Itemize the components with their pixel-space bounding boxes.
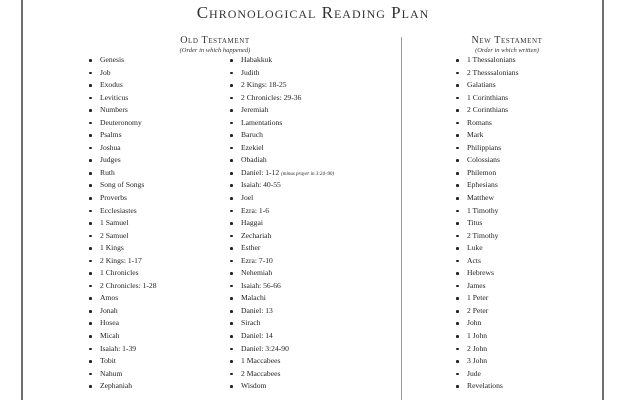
book-name: Galatians (467, 80, 496, 90)
book-name: Sirach (241, 318, 261, 328)
book-name: Joshua (100, 142, 121, 152)
book-item (230, 242, 334, 255)
book-name: 1 Kings (100, 243, 124, 253)
book-item (456, 305, 519, 318)
book-item (456, 330, 519, 343)
book-note: (minus prayer in 3:24–90) (281, 171, 335, 177)
book-name: Nahum (100, 368, 123, 378)
book-item (89, 179, 157, 192)
book-name: Luke (467, 243, 483, 253)
book-item (230, 142, 334, 155)
book-name: Obadiah (241, 155, 267, 165)
book-name: 2 Peter (467, 305, 489, 315)
book-name: Job (100, 67, 111, 77)
book-name: 2 Kings: 18-25 (241, 80, 287, 90)
book-name: Zechariah (241, 230, 272, 240)
book-item (456, 267, 519, 280)
book-item (456, 92, 519, 105)
book-item (230, 67, 334, 80)
book-item (230, 179, 334, 192)
book-item (230, 54, 334, 67)
book-name: 1 Maccabees (241, 356, 281, 366)
book-name: Judges (100, 155, 121, 165)
book-item (89, 305, 157, 318)
book-name: Daniel: 13 (241, 305, 273, 315)
book-item (456, 54, 519, 67)
book-item (89, 129, 157, 142)
book-item (456, 104, 519, 117)
book-name: Ecclesiastes (100, 205, 137, 215)
book-name: Exodus (100, 80, 123, 90)
book-item (230, 129, 334, 142)
book-item (456, 317, 519, 330)
book-item (456, 129, 519, 142)
book-name: Lamentations (241, 117, 283, 127)
book-name: Isaiah: 1-39 (100, 343, 137, 353)
book-name: Daniel: 14 (241, 331, 273, 341)
book-name: Romans (467, 117, 492, 127)
book-name: Leviticus (100, 92, 129, 102)
book-item (230, 79, 334, 92)
page-title: Chronological Reading Plan (196, 3, 430, 22)
book-name: Ezekiel (241, 142, 264, 152)
new-testament-heading: New Testament (471, 35, 543, 46)
book-name: Song of Songs (100, 180, 145, 190)
book-item (89, 230, 157, 243)
book-name: Jonah (100, 305, 118, 315)
book-name: 1 Chronicles (100, 268, 139, 278)
book-item (89, 67, 157, 80)
book-item (456, 117, 519, 130)
book-item (456, 242, 519, 255)
book-item (89, 355, 157, 368)
book-item (89, 217, 157, 230)
book-item (89, 154, 157, 167)
book-name: 2 Chronicles: 29-36 (241, 92, 302, 102)
book-item (456, 79, 519, 92)
book-item (230, 192, 334, 205)
book-name: Isaiah: 56-66 (241, 280, 281, 290)
book-name: 1 Corinthians (467, 92, 509, 102)
book-item (230, 104, 334, 117)
book-name: Philippians (467, 142, 502, 152)
book-item (89, 343, 157, 356)
book-item (230, 117, 334, 130)
book-item (89, 317, 157, 330)
book-item (230, 380, 334, 393)
book-name: Matthew (467, 193, 494, 203)
book-item (89, 330, 157, 343)
book-item (89, 142, 157, 155)
book-item (456, 368, 519, 381)
book-item (230, 154, 334, 167)
book-name: Judith (241, 67, 260, 77)
book-name: Esther (241, 243, 261, 253)
book-item (89, 368, 157, 381)
book-item (89, 92, 157, 105)
book-item (456, 380, 519, 393)
book-name: 2 Maccabees (241, 368, 281, 378)
book-name: Hosea (100, 318, 119, 328)
book-name: Haggai (241, 218, 263, 228)
book-item (230, 92, 334, 105)
book-name: Mark (467, 130, 484, 140)
book-name: Malachi (241, 293, 266, 303)
book-item (230, 255, 334, 268)
column-divider (401, 37, 402, 400)
book-item (89, 267, 157, 280)
book-name: Numbers (100, 105, 128, 115)
book-item (230, 305, 334, 318)
book-name: Genesis (100, 55, 125, 64)
new-testament-subheading: (Order in which written) (475, 47, 539, 54)
book-name: Baruch (241, 130, 263, 140)
book-name: Daniel: 1-12 (241, 167, 280, 177)
book-item (89, 292, 157, 305)
book-name: Daniel: 3:24-90 (241, 343, 289, 353)
book-name: 2 Thesssalonians (467, 67, 519, 77)
book-name: 1 Samuel (100, 218, 129, 228)
book-item (230, 267, 334, 280)
book-item (456, 154, 519, 167)
book-item (230, 330, 334, 343)
book-name: Philemon (467, 167, 497, 177)
new-testament-column (456, 54, 519, 393)
book-item (230, 292, 334, 305)
book-name: Nehemiah (241, 268, 273, 278)
book-item (456, 355, 519, 368)
new-testament-header (432, 36, 582, 56)
book-name: Hebrews (467, 268, 494, 278)
book-item (456, 292, 519, 305)
book-name: Proverbs (100, 193, 127, 203)
book-item (89, 54, 157, 67)
book-name: Ezra: 1-6 (241, 205, 270, 215)
old-testament-heading: Old Testament (180, 35, 250, 46)
book-name: 2 John (467, 343, 488, 353)
book-item (230, 343, 334, 356)
book-name: 1 Peter (467, 293, 489, 303)
book-item (456, 67, 519, 80)
book-item (456, 179, 519, 192)
book-item (230, 368, 334, 381)
book-item (89, 205, 157, 218)
book-item (230, 205, 334, 218)
book-name: Ruth (100, 167, 115, 177)
book-name: James (467, 280, 486, 290)
book-name: 3 John (467, 356, 488, 366)
book-item (230, 167, 334, 180)
book-item (456, 192, 519, 205)
book-item (89, 167, 157, 180)
book-name: Titus (467, 218, 483, 228)
book-item (456, 217, 519, 230)
book-item (89, 79, 157, 92)
old-testament-header (120, 36, 310, 56)
old-testament-column-1 (89, 54, 157, 393)
book-name: Wisdom (241, 381, 267, 391)
book-name: Amos (100, 293, 119, 303)
book-item (456, 230, 519, 243)
book-name: Tobit (100, 356, 116, 366)
book-name: Acts (467, 255, 481, 265)
book-name: Jude (467, 368, 481, 378)
book-name: John (467, 318, 482, 328)
book-name: Ezra: 7-10 (241, 255, 273, 265)
old-testament-subheading: (Order in which happened) (179, 47, 251, 54)
book-item (89, 117, 157, 130)
book-name: Zephaniah (100, 381, 133, 391)
book-name: 2 Corinthians (467, 105, 509, 115)
book-item (456, 167, 519, 180)
book-name: 2 Chronicles: 1-28 (100, 280, 157, 290)
book-item (230, 280, 334, 293)
book-name: 2 Timothy (467, 230, 499, 240)
book-item (89, 242, 157, 255)
book-item (230, 230, 334, 243)
book-name: 1 Thessalonians (467, 55, 516, 64)
book-item (230, 217, 334, 230)
book-item (230, 317, 334, 330)
book-name: 1 Timothy (467, 205, 499, 215)
book-item (456, 205, 519, 218)
book-name: Micah (100, 331, 120, 341)
old-testament-column-2 (230, 54, 334, 393)
book-name: Isaiah: 40-55 (241, 180, 281, 190)
book-name: Psalms (100, 130, 122, 140)
book-name: Colossians (467, 155, 500, 165)
book-name: 2 Kings: 1-17 (100, 255, 142, 265)
book-item (456, 343, 519, 356)
book-item (89, 104, 157, 117)
book-name: Ephesians (467, 180, 498, 190)
book-item (456, 255, 519, 268)
book-item (89, 280, 157, 293)
book-item (89, 192, 157, 205)
book-name: 2 Samuel (100, 230, 129, 240)
book-name: Deuteronomy (100, 117, 142, 127)
book-name: Jeremiah (241, 105, 269, 115)
book-item (456, 142, 519, 155)
book-item (89, 380, 157, 393)
book-name: Joel (241, 193, 254, 203)
book-name: 1 John (467, 331, 488, 341)
book-name: Revelations (467, 381, 503, 391)
book-item (230, 355, 334, 368)
book-item (89, 255, 157, 268)
book-item (456, 280, 519, 293)
book-name: Habakkuk (241, 55, 273, 64)
